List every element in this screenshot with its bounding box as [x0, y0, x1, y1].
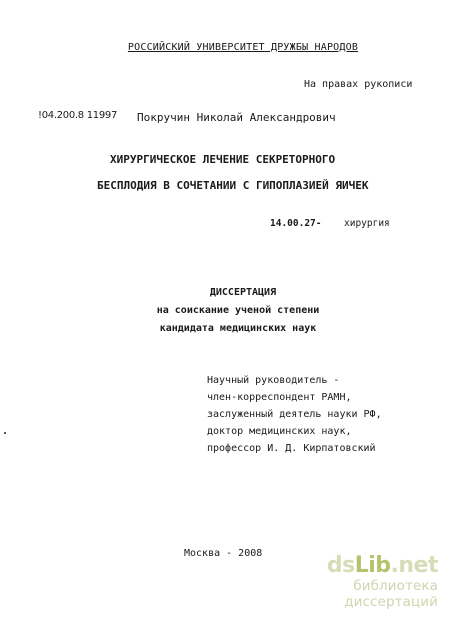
dslib-watermark[interactable] — [268, 554, 438, 610]
scan-speck — [4, 432, 6, 434]
library-stamp: !04.200.8 11997 — [38, 110, 118, 121]
watermark-logo — [268, 554, 438, 578]
watermark-logo-lib: Lib — [354, 553, 391, 578]
specialty-name: хирургия — [344, 218, 390, 229]
degree-line-1: на соискание ученой степени — [156, 305, 320, 316]
supervisor-line: профессор И. Д. Кирпатовский — [207, 443, 376, 454]
supervisor-line: доктор медицинских наук, — [207, 426, 352, 437]
watermark-subtitle: библиотека диссертаций — [344, 578, 438, 610]
dissertation-heading: ДИССЕРТАЦИЯ — [209, 287, 277, 298]
supervisor-line: Научный руководитель - — [207, 375, 340, 386]
specialty-code: 14.00.27- — [270, 218, 322, 229]
degree-line-2: кандидата медицинских наук — [159, 323, 317, 334]
watermark-logo-net: .net — [390, 553, 438, 578]
supervisor-line: член-корреспондент РАМН, — [207, 392, 352, 403]
watermark-logo-ds: ds — [326, 553, 355, 578]
city-year: Москва - 2008 — [184, 548, 263, 559]
thesis-title-line-1: ХИРУРГИЧЕСКОЕ ЛЕЧЕНИЕ СЕКРЕТОРНОГО — [110, 153, 336, 166]
thesis-title-line-2: БЕСПЛОДИЯ В СОЧЕТАНИИ С ГИПОПЛАЗИЕЙ ЯИЧЕК — [97, 179, 369, 192]
supervisor-line: заслуженный деятель науки РФ, — [207, 409, 382, 420]
university-name: РОССИЙСКИЙ УНИВЕРСИТЕТ ДРУЖБЫ НАРОДОВ — [127, 42, 359, 53]
author-name: Покручин Николай Александрович — [137, 111, 336, 124]
manuscript-rights-note: На правах рукописи — [304, 79, 413, 90]
